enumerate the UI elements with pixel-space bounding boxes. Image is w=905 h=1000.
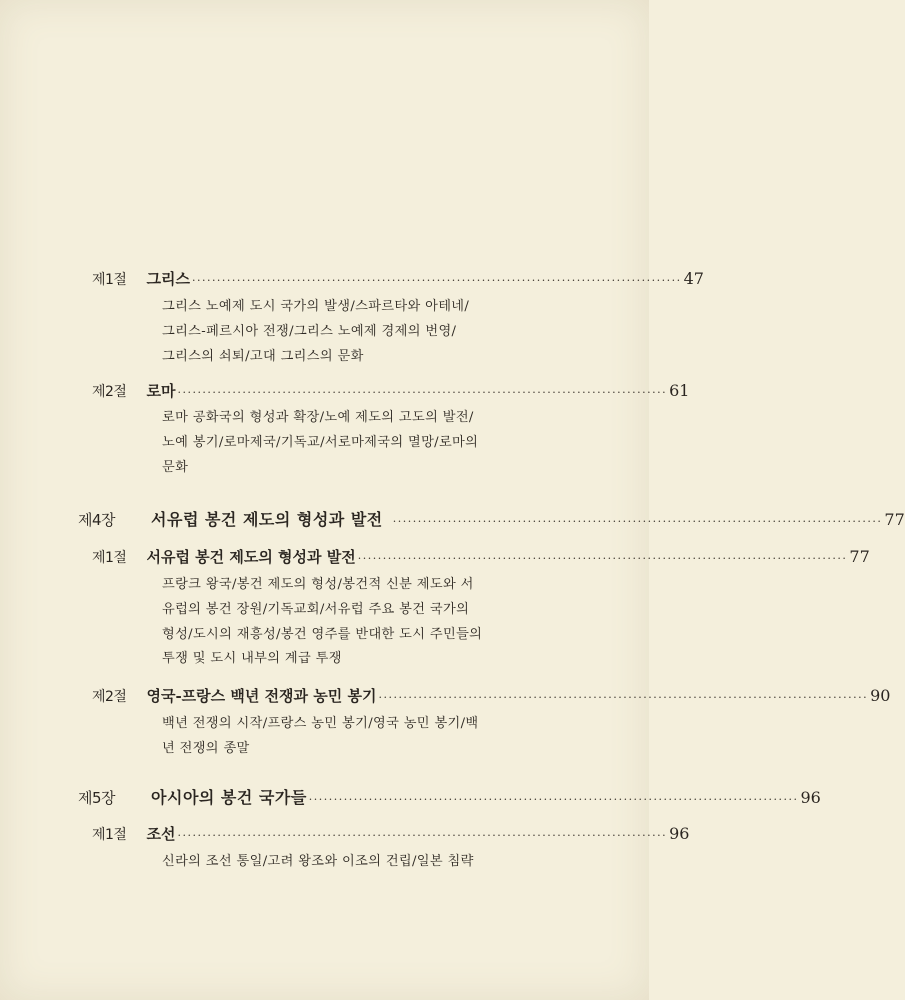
section-number: 제1절 [92, 827, 127, 843]
page-number: 61 [669, 381, 690, 400]
description-line: 그리스의 쇠퇴/고대 그리스의 문화 [162, 348, 364, 364]
toc-entry-rome[interactable] [92, 380, 690, 401]
dot-leader: ·································································································· [177, 386, 668, 399]
dot-leader: ·································································································· [191, 274, 682, 287]
toc-entry-western-feudalism[interactable] [92, 546, 870, 567]
chapter-number: 제4장 [78, 511, 116, 529]
toc-entry-joseon[interactable] [92, 823, 690, 844]
section-title: 영국-프랑스 백년 전쟁과 농민 봉기 [146, 687, 377, 705]
description-line: 그리스-페르시아 전쟁/그리스 노예제 경제의 번영/ [162, 323, 457, 339]
section-description [162, 295, 469, 369]
description-line: 투쟁 및 도시 내부의 계급 투쟁 [162, 651, 342, 667]
section-number: 제2절 [92, 689, 127, 705]
description-line: 로마 공화국의 형성과 확장/노예 제도의 고도의 발전/ [162, 410, 474, 425]
section-title: 조선 [146, 825, 176, 843]
toc-chapter-4[interactable] [78, 507, 905, 530]
page-number: 96 [800, 788, 821, 807]
page-number: 96 [669, 824, 690, 843]
section-title: 그리스 [146, 270, 190, 288]
section-description [162, 712, 479, 762]
section-description [162, 850, 474, 875]
description-line: 년 전쟁의 종말 [162, 740, 250, 756]
description-line: 백년 전쟁의 시작/프랑스 농민 봉기/영국 농민 봉기/백 [162, 716, 479, 731]
chapter-number: 제5장 [78, 789, 116, 807]
description-line: 그리스 노예제 도시 국가의 발생/스파르타와 아테네/ [162, 299, 470, 314]
description-line: 문화 [162, 459, 189, 475]
toc-entry-hundred-years-war[interactable] [92, 685, 891, 706]
section-number: 제1절 [92, 550, 127, 566]
description-line: 형성/도시의 재흥성/봉건 영주를 반대한 도시 주민들의 [162, 626, 483, 642]
section-title: 서유럽 봉건 제도의 형성과 발전 [146, 548, 356, 566]
section-number: 제2절 [92, 384, 127, 400]
description-line: 유럽의 봉건 장원/기독교회/서유럽 주요 봉건 국가의 [162, 601, 470, 617]
description-line: 프랑크 왕국/봉건 제도의 형성/봉건적 신분 제도와 서 [162, 577, 474, 592]
toc-chapter-5[interactable] [78, 785, 821, 808]
page-number: 90 [870, 686, 891, 705]
page-number: 77 [849, 547, 870, 566]
page-number: 47 [683, 269, 704, 288]
section-description [162, 573, 482, 672]
dot-leader: ·································································································· [308, 793, 799, 806]
dot-leader: ·································································································· [378, 691, 869, 704]
page-number: 77 [884, 510, 905, 529]
section-number: 제1절 [92, 272, 127, 288]
section-title: 로마 [146, 382, 176, 400]
toc-entry-greece[interactable] [92, 268, 704, 289]
dot-leader: ·································································································· [177, 829, 668, 842]
section-description [162, 406, 478, 480]
chapter-title: 아시아의 봉건 국가들 [151, 788, 307, 807]
dot-leader: ·································································································· [392, 515, 883, 528]
chapter-title: 서유럽 봉건 제도의 형성과 발전 [151, 510, 383, 529]
dot-leader: ·································································································· [357, 552, 848, 565]
description-line: 노예 봉기/로마제국/기독교/서로마제국의 멸망/로마의 [162, 434, 479, 450]
description-line: 신라의 조선 통일/고려 왕조와 이조의 건립/일본 침략 [162, 854, 474, 869]
